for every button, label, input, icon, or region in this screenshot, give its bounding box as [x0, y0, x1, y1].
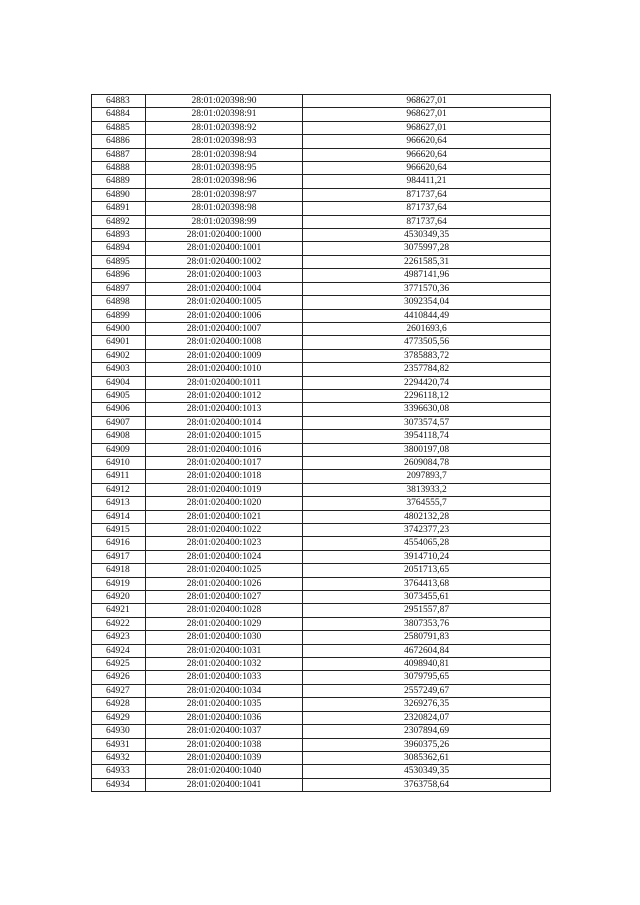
cadastral-number-cell: 28:01:020398:97 [146, 188, 303, 201]
cadastral-value-cell: 4773505,56 [303, 336, 551, 349]
table-row [92, 403, 551, 416]
cadastral-value-cell: 968627,01 [303, 108, 551, 121]
cadastral-number-cell: 28:01:020400:1029 [146, 617, 303, 630]
cadastral-value-cell: 3960375,26 [303, 738, 551, 751]
cadastral-number-cell: 28:01:020400:1007 [146, 322, 303, 335]
table-body [92, 95, 551, 792]
row-number-cell: 64929 [92, 711, 146, 724]
cadastral-value-cell: 2601693,6 [303, 322, 551, 335]
row-number-cell: 64886 [92, 135, 146, 148]
cadastral-value-cell: 871737,64 [303, 202, 551, 215]
row-number-cell: 64898 [92, 296, 146, 309]
table-row [92, 135, 551, 148]
row-number-cell: 64914 [92, 510, 146, 523]
cadastral-value-cell: 3742377,23 [303, 524, 551, 537]
row-number-cell: 64921 [92, 604, 146, 617]
table-row [92, 631, 551, 644]
cadastral-number-cell: 28:01:020398:92 [146, 121, 303, 134]
cadastral-number-cell: 28:01:020400:1016 [146, 443, 303, 456]
cadastral-number-cell: 28:01:020400:1034 [146, 684, 303, 697]
cadastral-number-cell: 28:01:020400:1033 [146, 671, 303, 684]
row-number-cell: 64889 [92, 175, 146, 188]
table-row [92, 671, 551, 684]
table-row [92, 470, 551, 483]
table-row [92, 483, 551, 496]
table-row [92, 443, 551, 456]
cadastral-value-cell: 3954118,74 [303, 430, 551, 443]
table-row [92, 188, 551, 201]
cadastral-number-cell: 28:01:020400:1038 [146, 738, 303, 751]
cadastral-value-cell: 966620,64 [303, 135, 551, 148]
row-number-cell: 64918 [92, 564, 146, 577]
cadastral-number-cell: 28:01:020400:1032 [146, 658, 303, 671]
cadastral-value-cell: 2357784,82 [303, 363, 551, 376]
row-number-cell: 64926 [92, 671, 146, 684]
row-number-cell: 64899 [92, 309, 146, 322]
cadastral-number-cell: 28:01:020400:1008 [146, 336, 303, 349]
cadastral-number-cell: 28:01:020400:1014 [146, 416, 303, 429]
table-row [92, 725, 551, 738]
cadastral-value-cell: 3073455,61 [303, 591, 551, 604]
row-number-cell: 64911 [92, 470, 146, 483]
cadastral-number-cell: 28:01:020400:1004 [146, 282, 303, 295]
cadastral-value-cell: 4554065,28 [303, 537, 551, 550]
row-number-cell: 64884 [92, 108, 146, 121]
table-row [92, 765, 551, 778]
cadastral-number-cell: 28:01:020400:1024 [146, 550, 303, 563]
row-number-cell: 64906 [92, 403, 146, 416]
row-number-cell: 64890 [92, 188, 146, 201]
cadastral-number-cell: 28:01:020400:1039 [146, 751, 303, 764]
table-row [92, 577, 551, 590]
row-number-cell: 64917 [92, 550, 146, 563]
cadastral-value-cell: 2609084,78 [303, 456, 551, 469]
table-row [92, 282, 551, 295]
table-row [92, 108, 551, 121]
row-number-cell: 64934 [92, 778, 146, 791]
row-number-cell: 64924 [92, 644, 146, 657]
cadastral-number-cell: 28:01:020400:1003 [146, 269, 303, 282]
row-number-cell: 64887 [92, 148, 146, 161]
row-number-cell: 64897 [92, 282, 146, 295]
row-number-cell: 64923 [92, 631, 146, 644]
cadastral-number-cell: 28:01:020400:1015 [146, 430, 303, 443]
cadastral-number-cell: 28:01:020398:93 [146, 135, 303, 148]
cadastral-value-cell: 4672604,84 [303, 644, 551, 657]
cadastral-number-cell: 28:01:020400:1035 [146, 698, 303, 711]
row-number-cell: 64904 [92, 376, 146, 389]
table-row [92, 121, 551, 134]
row-number-cell: 64885 [92, 121, 146, 134]
table-row [92, 617, 551, 630]
row-number-cell: 64891 [92, 202, 146, 215]
cadastral-number-cell: 28:01:020400:1020 [146, 497, 303, 510]
cadastral-value-cell: 2051713,65 [303, 564, 551, 577]
row-number-cell: 64913 [92, 497, 146, 510]
cadastral-value-cell: 3073574,57 [303, 416, 551, 429]
row-number-cell: 64888 [92, 162, 146, 175]
cadastral-value-cell: 3800197,08 [303, 443, 551, 456]
cadastral-value-cell: 4098940,81 [303, 658, 551, 671]
cadastral-number-cell: 28:01:020400:1023 [146, 537, 303, 550]
cadastral-value-cell: 3269276,35 [303, 698, 551, 711]
table-row [92, 738, 551, 751]
row-number-cell: 64925 [92, 658, 146, 671]
cadastral-value-cell: 968627,01 [303, 95, 551, 108]
row-number-cell: 64894 [92, 242, 146, 255]
cadastral-number-cell: 28:01:020400:1009 [146, 349, 303, 362]
cadastral-value-cell: 3092354,04 [303, 296, 551, 309]
cadastral-number-cell: 28:01:020400:1031 [146, 644, 303, 657]
table-row [92, 497, 551, 510]
row-number-cell: 64931 [92, 738, 146, 751]
table-row [92, 269, 551, 282]
cadastral-value-cell: 4802132,28 [303, 510, 551, 523]
cadastral-number-cell: 28:01:020400:1005 [146, 296, 303, 309]
table-row [92, 229, 551, 242]
cadastral-value-cell: 2320824,07 [303, 711, 551, 724]
table-row [92, 510, 551, 523]
table-row [92, 215, 551, 228]
cadastral-value-cell: 871737,64 [303, 188, 551, 201]
table-row [92, 309, 551, 322]
cadastral-number-cell: 28:01:020400:1030 [146, 631, 303, 644]
cadastral-number-cell: 28:01:020398:96 [146, 175, 303, 188]
cadastral-number-cell: 28:01:020400:1013 [146, 403, 303, 416]
row-number-cell: 64903 [92, 363, 146, 376]
cadastral-number-cell: 28:01:020400:1006 [146, 309, 303, 322]
cadastral-value-cell: 2296118,12 [303, 389, 551, 402]
cadastral-number-cell: 28:01:020398:91 [146, 108, 303, 121]
cadastral-number-cell: 28:01:020400:1041 [146, 778, 303, 791]
cadastral-number-cell: 28:01:020400:1036 [146, 711, 303, 724]
cadastral-number-cell: 28:01:020398:99 [146, 215, 303, 228]
cadastral-number-cell: 28:01:020398:98 [146, 202, 303, 215]
row-number-cell: 64920 [92, 591, 146, 604]
cadastral-value-table [91, 94, 551, 792]
cadastral-value-cell: 3785883,72 [303, 349, 551, 362]
cadastral-number-cell: 28:01:020400:1010 [146, 363, 303, 376]
table-row [92, 416, 551, 429]
cadastral-value-cell: 2580791,83 [303, 631, 551, 644]
table-row [92, 537, 551, 550]
row-number-cell: 64895 [92, 255, 146, 268]
cadastral-value-cell: 968627,01 [303, 121, 551, 134]
table-row [92, 162, 551, 175]
cadastral-value-cell: 2307894,69 [303, 725, 551, 738]
cadastral-number-cell: 28:01:020398:95 [146, 162, 303, 175]
table-row [92, 778, 551, 791]
cadastral-number-cell: 28:01:020400:1000 [146, 229, 303, 242]
row-number-cell: 64919 [92, 577, 146, 590]
row-number-cell: 64933 [92, 765, 146, 778]
row-number-cell: 64900 [92, 322, 146, 335]
cadastral-number-cell: 28:01:020400:1019 [146, 483, 303, 496]
row-number-cell: 64896 [92, 269, 146, 282]
cadastral-value-cell: 3764413,68 [303, 577, 551, 590]
table-row [92, 456, 551, 469]
cadastral-value-cell: 3764555,7 [303, 497, 551, 510]
table-row [92, 564, 551, 577]
cadastral-value-cell: 3914710,24 [303, 550, 551, 563]
table-row [92, 698, 551, 711]
cadastral-value-cell: 871737,64 [303, 215, 551, 228]
cadastral-value-cell: 3396630,08 [303, 403, 551, 416]
row-number-cell: 64892 [92, 215, 146, 228]
table-row [92, 202, 551, 215]
table-row [92, 363, 551, 376]
row-number-cell: 64928 [92, 698, 146, 711]
cadastral-number-cell: 28:01:020400:1002 [146, 255, 303, 268]
cadastral-value-cell: 3813933,2 [303, 483, 551, 496]
cadastral-value-cell: 2261585,31 [303, 255, 551, 268]
cadastral-value-cell: 984411,21 [303, 175, 551, 188]
table-row [92, 255, 551, 268]
cadastral-number-cell: 28:01:020398:90 [146, 95, 303, 108]
cadastral-number-cell: 28:01:020400:1040 [146, 765, 303, 778]
table-row [92, 336, 551, 349]
row-number-cell: 64893 [92, 229, 146, 242]
row-number-cell: 64927 [92, 684, 146, 697]
table-row [92, 296, 551, 309]
cadastral-number-cell: 28:01:020398:94 [146, 148, 303, 161]
cadastral-value-cell: 3763758,64 [303, 778, 551, 791]
row-number-cell: 64916 [92, 537, 146, 550]
cadastral-value-cell: 2294420,74 [303, 376, 551, 389]
cadastral-number-cell: 28:01:020400:1037 [146, 725, 303, 738]
cadastral-number-cell: 28:01:020400:1022 [146, 524, 303, 537]
cadastral-number-cell: 28:01:020400:1012 [146, 389, 303, 402]
table-row [92, 349, 551, 362]
cadastral-value-cell: 4530349,35 [303, 765, 551, 778]
cadastral-value-cell: 3771570,36 [303, 282, 551, 295]
cadastral-number-cell: 28:01:020400:1011 [146, 376, 303, 389]
row-number-cell: 64930 [92, 725, 146, 738]
cadastral-value-cell: 4410844,49 [303, 309, 551, 322]
table-row [92, 751, 551, 764]
table-row [92, 376, 551, 389]
cadastral-value-cell: 3085362,61 [303, 751, 551, 764]
row-number-cell: 64901 [92, 336, 146, 349]
table-row [92, 242, 551, 255]
table-row [92, 658, 551, 671]
table-row [92, 711, 551, 724]
row-number-cell: 64909 [92, 443, 146, 456]
row-number-cell: 64907 [92, 416, 146, 429]
cadastral-number-cell: 28:01:020400:1017 [146, 456, 303, 469]
table-row [92, 524, 551, 537]
table-row [92, 95, 551, 108]
row-number-cell: 64912 [92, 483, 146, 496]
row-number-cell: 64922 [92, 617, 146, 630]
table-row [92, 684, 551, 697]
row-number-cell: 64932 [92, 751, 146, 764]
cadastral-number-cell: 28:01:020400:1025 [146, 564, 303, 577]
cadastral-number-cell: 28:01:020400:1028 [146, 604, 303, 617]
cadastral-number-cell: 28:01:020400:1018 [146, 470, 303, 483]
table-row [92, 148, 551, 161]
table-row [92, 389, 551, 402]
cadastral-value-cell: 4530349,35 [303, 229, 551, 242]
cadastral-number-cell: 28:01:020400:1021 [146, 510, 303, 523]
cadastral-value-cell: 3079795,65 [303, 671, 551, 684]
cadastral-value-cell: 3075997,28 [303, 242, 551, 255]
table-row [92, 550, 551, 563]
table-row [92, 644, 551, 657]
row-number-cell: 64910 [92, 456, 146, 469]
row-number-cell: 64883 [92, 95, 146, 108]
row-number-cell: 64905 [92, 389, 146, 402]
row-number-cell: 64915 [92, 524, 146, 537]
table-row [92, 591, 551, 604]
cadastral-value-cell: 2097893,7 [303, 470, 551, 483]
table-row [92, 175, 551, 188]
cadastral-value-cell: 966620,64 [303, 162, 551, 175]
row-number-cell: 64902 [92, 349, 146, 362]
table-row [92, 604, 551, 617]
cadastral-number-cell: 28:01:020400:1027 [146, 591, 303, 604]
cadastral-number-cell: 28:01:020400:1026 [146, 577, 303, 590]
table-row [92, 430, 551, 443]
cadastral-number-cell: 28:01:020400:1001 [146, 242, 303, 255]
cadastral-value-cell: 3807353,76 [303, 617, 551, 630]
row-number-cell: 64908 [92, 430, 146, 443]
cadastral-value-cell: 2951557,87 [303, 604, 551, 617]
cadastral-value-cell: 4987141,96 [303, 269, 551, 282]
table-row [92, 322, 551, 335]
cadastral-value-cell: 2557249,67 [303, 684, 551, 697]
cadastral-value-cell: 966620,64 [303, 148, 551, 161]
